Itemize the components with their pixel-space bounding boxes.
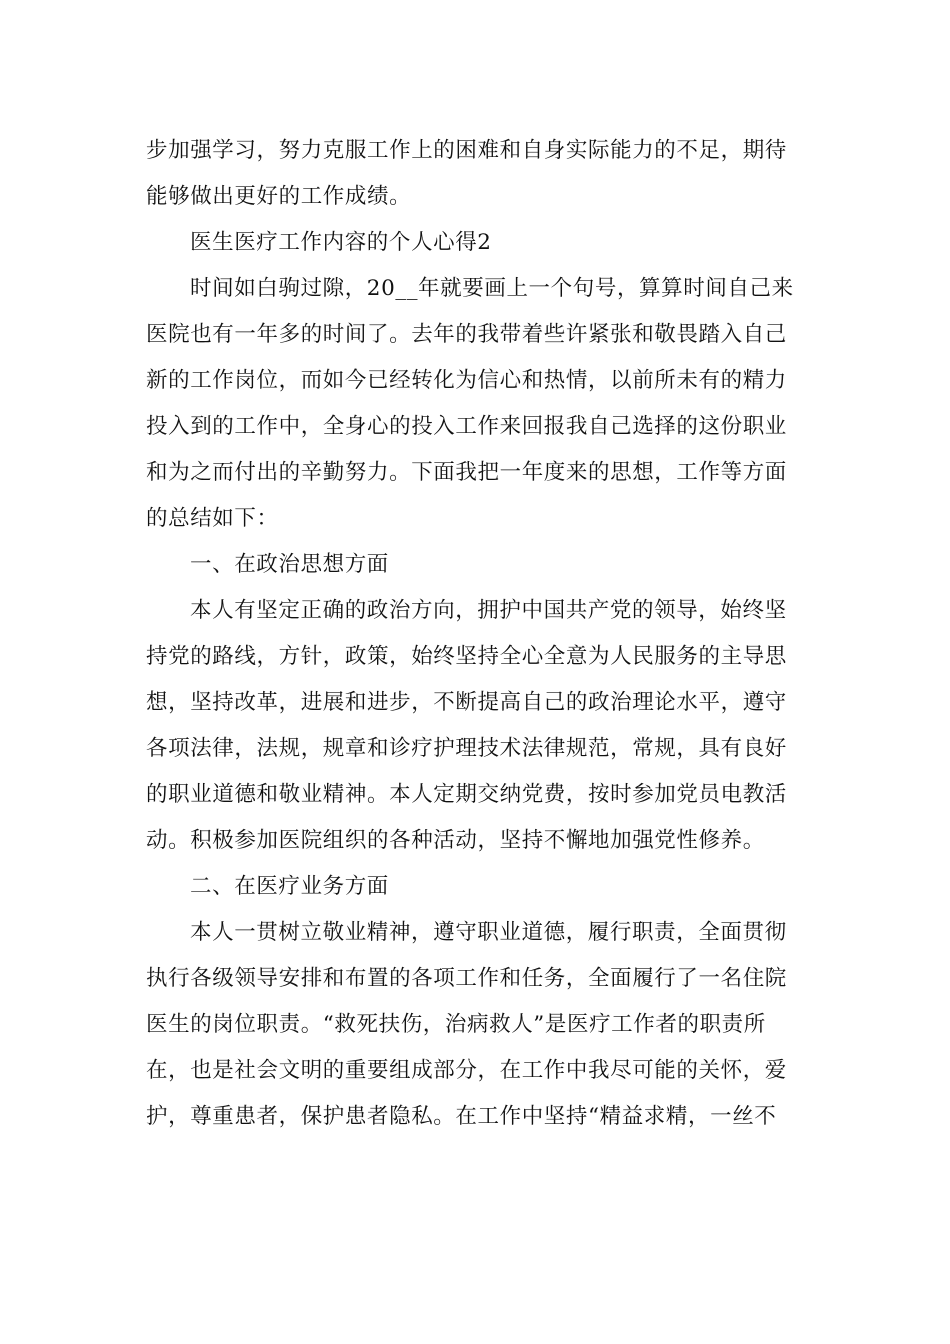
text-line: 执行各级领导安排和布置的各项工作和任务，全面履行了一名住院 [146,966,787,991]
section-title: 医生医疗工作内容的个人心得2 [190,230,492,255]
text-line: 的总结如下： [146,506,279,531]
text-line: 本人有坚定正确的政治方向，拥护中国共产党的领导，始终坚 [190,598,787,623]
text-line: 能够做出更好的工作成绩。 [146,184,412,209]
text-line: 医院也有一年多的时间了。去年的我带着些许紧张和敬畏踏入自己 [146,322,787,347]
text-line: 新的工作岗位，而如今已经转化为信心和热情，以前所未有的精力 [146,368,787,393]
text-line: 持党的路线，方针，政策，始终坚持全心全意为人民服务的主导思 [146,644,787,669]
section-heading: 一、在政治思想方面 [190,552,389,577]
text-line: 想，坚持改革，进展和进步，不断提高自己的政治理论水平，遵守 [146,690,787,715]
section-heading: 二、在医疗业务方面 [190,874,389,899]
text-line: 和为之而付出的辛勤努力。下面我把一年度来的思想，工作等方面 [146,460,787,485]
text-line: 护，尊重患者，保护患者隐私。在工作中坚持“精益求精，一丝不 [146,1104,777,1129]
text-line: 本人一贯树立敬业精神，遵守职业道德，履行职责，全面贯彻 [190,920,787,945]
text-line: 时间如白驹过隙，20__年就要画上一个句号，算算时间自己来 [190,276,794,301]
text-line: 各项法律，法规，规章和诊疗护理技术法律规范，常规，具有良好 [146,736,787,761]
document-body [146,128,814,1140]
text-line: 动。积极参加医院组织的各种活动，坚持不懈地加强党性修养。 [146,828,765,853]
text-line: 投入到的工作中，全身心的投入工作来回报我自己选择的这份职业 [146,414,787,439]
text-line: 步加强学习，努力克服工作上的困难和自身实际能力的不足，期待 [146,138,787,163]
text-line: 的职业道德和敬业精神。本人定期交纳党费，按时参加党员电教活 [146,782,787,807]
text-line: 在，也是社会文明的重要组成部分，在工作中我尽可能的关怀，爱 [146,1058,787,1083]
text-line: 医生的岗位职责。“救死扶伤，治病救人”是医疗工作者的职责所 [146,1012,766,1037]
